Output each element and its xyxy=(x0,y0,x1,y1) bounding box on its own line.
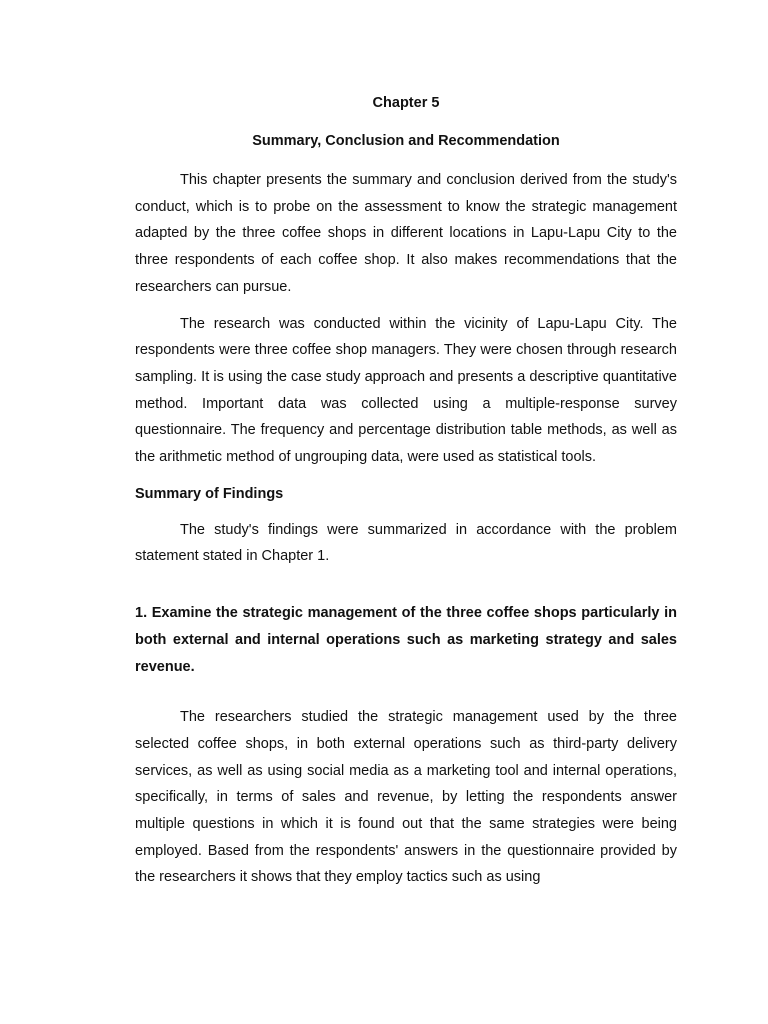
problem-1-heading: 1. Examine the strategic management of the three coffee shops particularly in both external and internal operations such as marketing strategy and sales revenue. xyxy=(135,605,677,675)
method-paragraph: The research was conducted within the vicinity of Lapu-Lapu City. The respondents were three coffee shop managers. They were chosen through research sampling. It is using the case study approach and presents a descriptive quantitative method. Important data was collected using a multiple-response survey questionnaire. The frequency and percentage distribution table methods, as well as the arithmetic method of ungrouping data, were used as statistical tools. xyxy=(135,315,677,466)
intro-paragraph: This chapter presents the summary and conclusion derived from the study's conduct, which is to probe on the assessment to know the strategic management adapted by the three coffee shops in different locations in Lapu-Lapu City to the three respondents of each coffee shop. It also makes recommendations that the researchers can pursue. xyxy=(135,172,677,295)
summary-intro-paragraph: The study's findings were summarized in accordance with the problem statement stated in Chapter 1. xyxy=(135,521,677,565)
problem-1-paragraph: The researchers studied the strategic management used by the three selected coffee shops, in both external operations such as third-party delivery services, as well as using social media as a marketing tool and internal operations, specifically, in terms of sales and revenue, by letting the respondents answer multiple questions in which it is found out that the same strategies were being employed. Based from the respondents' answers in the questionnaire provided by the researchers it shows that they employ tactics such as using xyxy=(135,709,677,886)
summary-heading: Summary of Findings xyxy=(135,485,284,502)
document-page xyxy=(135,93,677,901)
chapter-subtitle: Summary, Conclusion and Recommendation xyxy=(252,133,560,149)
chapter-title: Chapter 5 xyxy=(372,95,440,111)
